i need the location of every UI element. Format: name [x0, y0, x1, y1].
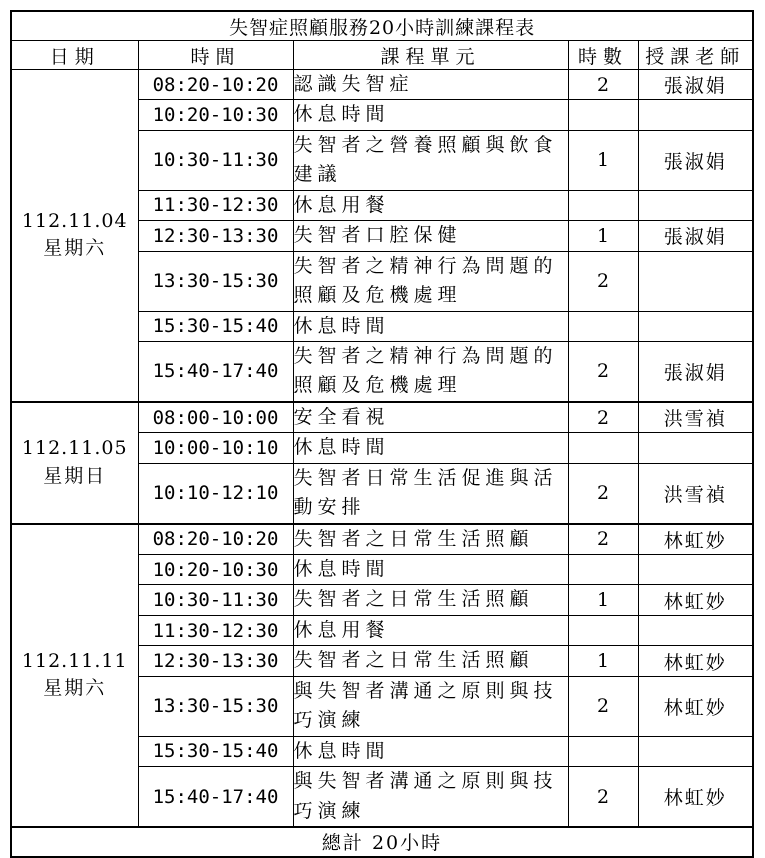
time-cell: 13:30-15:30	[138, 251, 293, 311]
hours-cell	[568, 190, 638, 220]
date-value: 112.11.04	[21, 209, 128, 232]
time-cell: 10:30-11:30	[138, 130, 293, 190]
weekday-value: 星期日	[43, 464, 107, 487]
teacher-cell	[638, 433, 753, 463]
hours-cell: 2	[568, 402, 638, 433]
time-cell: 15:40-17:40	[138, 341, 293, 401]
time-cell: 15:40-17:40	[138, 767, 293, 827]
teacher-cell: 林虹妙	[638, 767, 753, 827]
unit-cell: 與失智者溝通之原則與技巧演練	[293, 767, 568, 827]
unit-cell: 與失智者溝通之原則與技巧演練	[293, 676, 568, 736]
hours-cell: 2	[568, 251, 638, 311]
unit-cell: 休息時間	[293, 736, 568, 766]
date-value: 112.11.11	[21, 649, 128, 672]
hours-cell: 2	[568, 524, 638, 555]
header-time: 時間	[138, 41, 293, 70]
time-cell: 08:20-10:20	[138, 524, 293, 555]
hours-cell: 1	[568, 585, 638, 615]
unit-cell: 認識失智症	[293, 70, 568, 100]
time-cell: 10:00-10:10	[138, 433, 293, 463]
time-cell: 10:20-10:30	[138, 555, 293, 585]
unit-cell: 失智者口腔保健	[293, 221, 568, 251]
unit-cell: 休息時間	[293, 433, 568, 463]
unit-cell: 失智者日常生活促進與活動安排	[293, 463, 568, 523]
unit-cell: 休息時間	[293, 311, 568, 341]
unit-cell: 休息時間	[293, 100, 568, 130]
unit-cell: 失智者之日常生活照顧	[293, 524, 568, 555]
time-cell: 08:20-10:20	[138, 70, 293, 100]
teacher-cell: 張淑娟	[638, 70, 753, 100]
teacher-cell: 林虹妙	[638, 524, 753, 555]
hours-cell	[568, 736, 638, 766]
time-cell: 10:10-12:10	[138, 463, 293, 523]
table-row	[11, 70, 753, 100]
hours-cell: 1	[568, 221, 638, 251]
time-cell: 11:30-12:30	[138, 190, 293, 220]
course-schedule-table	[10, 10, 754, 858]
hours-cell: 1	[568, 130, 638, 190]
time-cell: 15:30-15:40	[138, 311, 293, 341]
hours-cell	[568, 311, 638, 341]
teacher-cell	[638, 555, 753, 585]
teacher-cell	[638, 190, 753, 220]
teacher-cell: 張淑娟	[638, 221, 753, 251]
time-cell: 10:30-11:30	[138, 585, 293, 615]
weekday-value: 星期六	[43, 237, 107, 260]
teacher-cell: 林虹妙	[638, 585, 753, 615]
hours-cell: 1	[568, 646, 638, 676]
hours-cell: 2	[568, 70, 638, 100]
teacher-cell: 林虹妙	[638, 646, 753, 676]
teacher-cell	[638, 615, 753, 645]
header-teacher: 授課老師	[638, 41, 753, 70]
unit-cell: 安全看視	[293, 402, 568, 433]
table-row	[11, 402, 753, 433]
unit-cell: 休息時間	[293, 555, 568, 585]
teacher-cell: 洪雪禎	[638, 463, 753, 523]
header-unit: 課程單元	[293, 41, 568, 70]
teacher-cell	[638, 311, 753, 341]
teacher-cell	[638, 251, 753, 311]
hours-cell	[568, 615, 638, 645]
time-cell: 10:20-10:30	[138, 100, 293, 130]
header-hours: 時數	[568, 41, 638, 70]
hours-cell	[568, 433, 638, 463]
table-row	[11, 524, 753, 555]
unit-cell: 失智者之營養照顧與飲食建議	[293, 130, 568, 190]
date-cell	[11, 524, 138, 827]
teacher-cell: 林虹妙	[638, 676, 753, 736]
unit-cell: 失智者之精神行為問題的照顧及危機處理	[293, 251, 568, 311]
time-cell: 11:30-12:30	[138, 615, 293, 645]
header-date: 日期	[11, 41, 138, 70]
unit-cell: 失智者之日常生活照顧	[293, 585, 568, 615]
total-hours: 總計 20小時	[11, 827, 753, 857]
time-cell: 12:30-13:30	[138, 646, 293, 676]
weekday-value: 星期六	[43, 677, 107, 700]
hours-cell: 2	[568, 767, 638, 827]
time-cell: 12:30-13:30	[138, 221, 293, 251]
date-cell	[11, 70, 138, 402]
time-cell: 15:30-15:40	[138, 736, 293, 766]
hours-cell: 2	[568, 676, 638, 736]
hours-cell	[568, 555, 638, 585]
date-value: 112.11.05	[21, 437, 128, 460]
teacher-cell: 張淑娟	[638, 130, 753, 190]
teacher-cell: 張淑娟	[638, 341, 753, 401]
table-title: 失智症照顧服務20小時訓練課程表	[11, 11, 753, 41]
time-cell: 13:30-15:30	[138, 676, 293, 736]
unit-cell: 休息用餐	[293, 615, 568, 645]
unit-cell: 休息用餐	[293, 190, 568, 220]
hours-cell	[568, 100, 638, 130]
teacher-cell: 洪雪禎	[638, 402, 753, 433]
teacher-cell	[638, 736, 753, 766]
teacher-cell	[638, 100, 753, 130]
unit-cell: 失智者之日常生活照顧	[293, 646, 568, 676]
date-cell	[11, 402, 138, 524]
time-cell: 08:00-10:00	[138, 402, 293, 433]
hours-cell: 2	[568, 341, 638, 401]
hours-cell: 2	[568, 463, 638, 523]
unit-cell: 失智者之精神行為問題的照顧及危機處理	[293, 341, 568, 401]
